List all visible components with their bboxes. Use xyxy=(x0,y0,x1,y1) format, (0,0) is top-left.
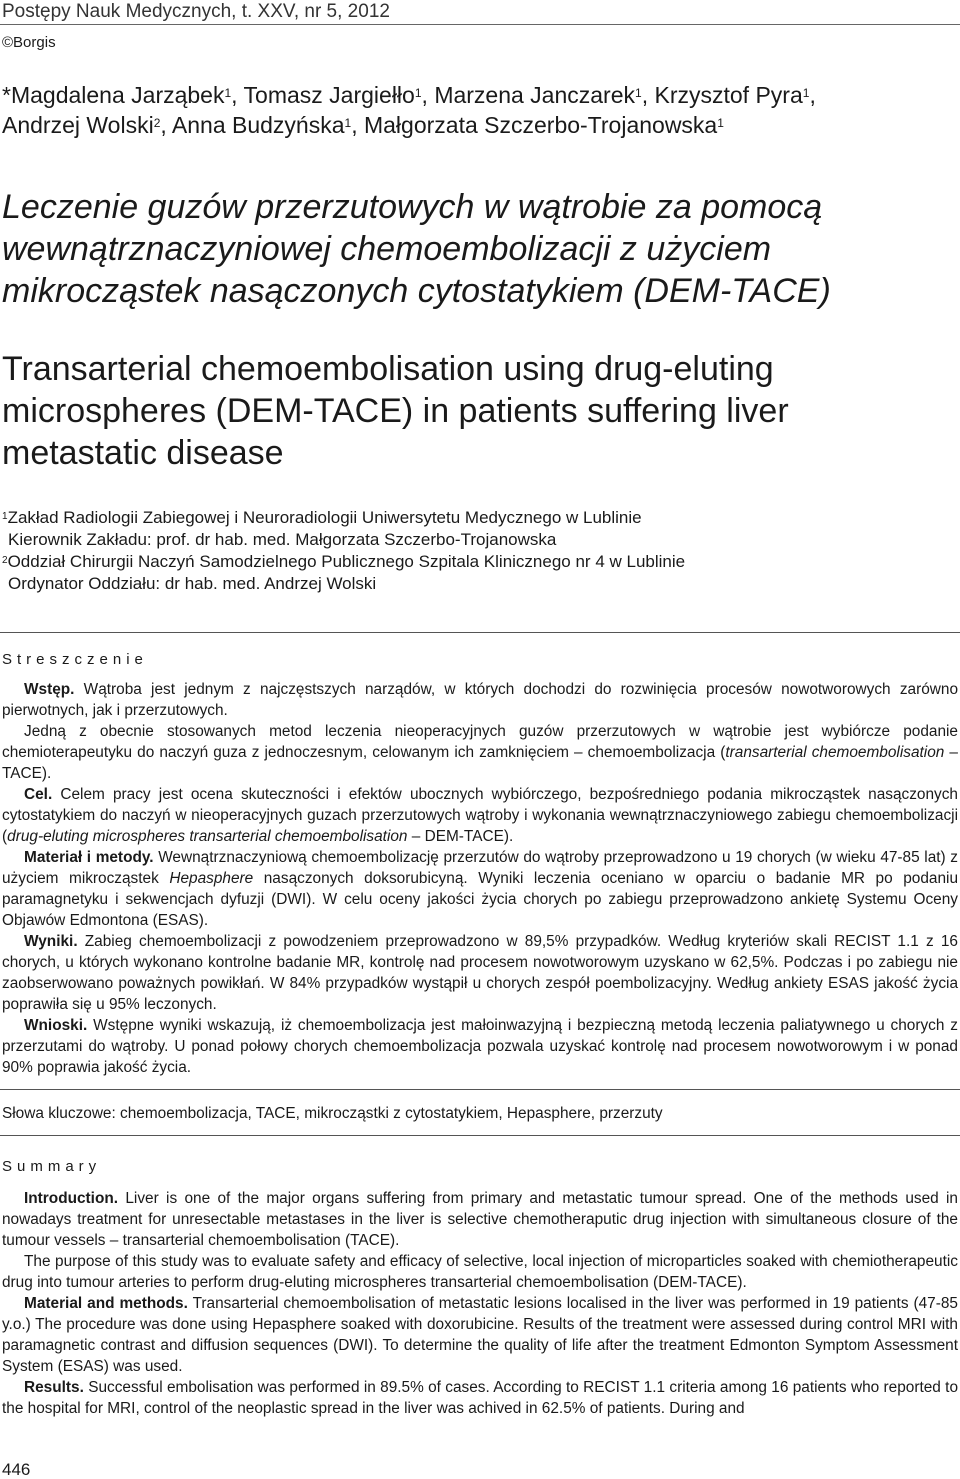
section-divider xyxy=(0,1135,960,1136)
paragraph-text: – DEM-TACE). xyxy=(407,828,514,845)
abstract-paragraph xyxy=(2,679,958,721)
paragraph-text: Transarterial chemoembolisation of metastatic lesions localised in the liver was performed in 19 patients (47-85 y.o.) The procedure was done using Hepasphere soaked with doxorubicine. Results of the treatment were assessed during control MRI with paramagnetic contrast and diffusion sequences (DWI). To determine the quality of life after the treatment Edmonton Symptom Assessment System (ESAS) was used. xyxy=(2,1295,958,1375)
abstract-paragraph xyxy=(2,721,958,784)
author-name: Marzena Janczarek xyxy=(434,82,636,108)
author-line-2: Andrzej Wolski$^2$, Anna Budzyńska$^1$, Małgorzata Szczerbo-Trojanowska$^1$ xyxy=(2,112,724,138)
abstract-english xyxy=(2,1188,958,1419)
author-name: *Magdalena Jarząbek xyxy=(2,82,225,108)
title-polish-line: wewnątrznaczyniowej chemoembolizacji z użyciem xyxy=(2,230,772,268)
paragraph-label: Results. xyxy=(24,1379,84,1396)
abstract-polish xyxy=(2,679,958,1078)
author-affil-sup: 2 xyxy=(153,116,161,130)
abstract-paragraph xyxy=(2,1188,958,1251)
keywords: Słowa kluczowe: chemoembolizacja, TACE, mikrocząstki z cytostatykiem, Hepasphere, przerzuty xyxy=(2,1105,663,1122)
affiliations xyxy=(2,507,952,595)
author-name: Małgorzata Szczerbo-Trojanowska xyxy=(363,112,718,138)
section-divider xyxy=(0,1089,960,1090)
abstract-paragraph xyxy=(2,847,958,931)
paragraph-label: Wnioski. xyxy=(24,1017,88,1034)
paragraph-text: Celem pracy jest ocena skuteczności i efektów ubocznych wybiórczego, bezpośredniego podania mikrocząstek nasączonych cytostatykiem do naczyń w nieoperacyjnych guzach przerzutowych wątroby i wykonania wewnątrznaczyniowego zabiegu chemoembolizacji ( xyxy=(2,786,958,845)
abstract-paragraph xyxy=(2,784,958,847)
paragraph-text: Zabieg chemoembolizacji z powodzeniem przeprowadzono w 89,5% przypadków. Według kryteriów skali RECIST 1.1 z 16 chorych, u których wykonano kontrolne badanie MR, kontrolę nad procesem nowotworowym uzyskano w 62,5%. Podczas i po zabiegu nie zaobserwowano poważnych powikłań. W 84% przypadków wystąpił u chorych zespół poembolizacyjny. Według ankiety ESAS jakość życia poprawiła się u 95% leczonych. xyxy=(2,933,958,1013)
paragraph-text: nasączonych doksorubicyną. Wyniki leczenia oceniano w oparciu o badanie MR po podaniu paramagnetyku i sekwencjach dyfuzji (DWI). W celu oceny jakości życia chorych po zabiegu przeprowadzono ankietę Systemu Oceny Objawów Edmontona (ESAS). xyxy=(2,870,959,929)
section-divider xyxy=(0,632,960,633)
paragraph-italic: drug-eluting microspheres transarterial chemoembolisation xyxy=(7,828,408,845)
title-polish-line: mikrocząstek nasączonych cytostatykiem (DEM-TACE) xyxy=(2,272,831,310)
paragraph-label: Material and methods. xyxy=(24,1295,188,1312)
paragraph-label: Materiał i metody. xyxy=(24,849,154,866)
streszczenie-heading: Streszczenie xyxy=(2,651,148,668)
paragraph-text: Wstępne wyniki wskazują, iż chemoembolizacja jest małoinwazyjną i bezpieczną metodą leczenia paliatywnego u chorych z przerzutami do wątroby. U ponad połowy chorych chemoembolizacja pozwala uzyskać kontrolę nad procesem nowotworowym i w ponad 90% poprawia jakość życia. xyxy=(2,1017,958,1076)
copyright-notice: ©Borgis xyxy=(2,34,56,51)
paragraph-label: Wstęp. xyxy=(24,681,75,698)
abstract-paragraph xyxy=(2,1377,958,1419)
author-affil-sup: 1 xyxy=(414,86,422,100)
journal-header: Postępy Nauk Medycznych, t. XXV, nr 5, 2012 xyxy=(2,1,390,22)
affiliation-text: Oddział Chirurgii Naczyń Samodzielnego Publicznego Szpitala Klinicznego nr 4 w Lublinie xyxy=(7,552,686,571)
paragraph-text: Wewnątrznaczyniową chemoembolizację przerzutów do wątroby przeprowadzono u 19 chorych (w wieku 47-85 lat) z użyciem mikrocząstek xyxy=(2,849,959,887)
title-english-line: Transarterial chemoembolisation using drug-eluting xyxy=(2,350,774,388)
affiliation-2-head: Ordynator Oddziału: dr hab. med. Andrzej Wolski xyxy=(8,574,377,593)
author-list xyxy=(2,80,952,140)
affiliation-text: Zakład Radiologii Zabiegowej i Neuroradiologii Uniwersytetu Medycznego w Lublinie xyxy=(7,508,642,527)
abstract-paragraph xyxy=(2,931,958,1015)
paragraph-label: Introduction. xyxy=(24,1190,119,1207)
author-affil-sup: 1 xyxy=(717,116,724,130)
abstract-paragraph: The purpose of this study was to evaluate safety and efficacy of selective, local injection of microparticles soaked with chemiotherapeutic drug into tumour arteries to perform drug-eluting microspheres transarterial chemoembolisation (DEM-TACE). xyxy=(2,1253,958,1291)
affiliation-1 xyxy=(2,507,952,529)
author-name: Tomasz Jargiełło xyxy=(243,82,415,108)
author-name: Andrzej Wolski xyxy=(2,112,154,138)
title-polish-line: Leczenie guzów przerzutowych w wątrobie za pomocą xyxy=(2,188,823,226)
paragraph-italic: transarterial chemoembolisation xyxy=(725,744,945,761)
header-divider xyxy=(0,24,960,25)
affil-sup: 1 xyxy=(2,511,8,522)
paragraph-label: Wyniki. xyxy=(24,933,78,950)
paragraph-text: Wątroba jest jednym z najczęstszych narządów, w których dochodzi do rozwinięcia procesów nowotworowych zarówno pierwotnych, jak i przerzutowych. xyxy=(2,681,958,719)
author-affil-sup: 1 xyxy=(802,86,810,100)
affiliation-1-head: Kierownik Zakładu: prof. dr hab. med. Małgorzata Szczerbo-Trojanowska xyxy=(8,530,557,549)
affiliation-2 xyxy=(2,551,952,573)
title-polish xyxy=(2,186,952,312)
author-affil-sup: 1 xyxy=(344,116,352,130)
title-english-line: microspheres (DEM-TACE) in patients suffering liver xyxy=(2,392,789,430)
author-affil-sup: 1 xyxy=(224,86,232,100)
author-affil-sup: 1 xyxy=(635,86,642,100)
paragraph-text: Liver is one of the major organs suffering from primary and metastatic tumour spread. One of the methods used in nowadays treatment for unresectable metastases in the liver is selective chemotheraputic drug injection with simultaneous closure of the tumour vessels – transarterial chemoembolisation (TACE). xyxy=(2,1190,958,1249)
author-name: Anna Budzyńska xyxy=(171,112,345,138)
paragraph-text: Successful embolisation was performed in 89.5% of cases. According to RECIST 1.1 criteria among 16 patients who reported to the hospital for MRI, control of the neoplastic spread in the liver was achived in 62.5% of patients. During and xyxy=(2,1379,958,1417)
title-english xyxy=(2,348,952,474)
author-line-1: *Magdalena Jarząbek$^1$, Tomasz Jargiełło$^1$, Marzena Janczarek$^1$, Krzysztof Pyra$^1$, xyxy=(2,82,816,108)
abstract-paragraph xyxy=(2,1293,958,1377)
paragraph-text: – TACE). xyxy=(2,744,958,782)
author-name: Krzysztof Pyra xyxy=(654,82,803,108)
title-english-line: metastatic disease xyxy=(2,434,284,472)
affil-sup: 2 xyxy=(2,555,8,566)
page-number: 446 xyxy=(2,1460,31,1479)
paragraph-label: Cel. xyxy=(24,786,53,803)
paragraph-italic: Hepasphere xyxy=(169,870,254,887)
abstract-paragraph xyxy=(2,1015,958,1078)
summary-heading: Summary xyxy=(2,1158,102,1175)
paragraph-text: Jedną z obecnie stosowanych metod leczenia nieoperacyjnych guzów przerzutowych w wątrobie jest wybiórcze podanie chemioterapeutyku do naczyń guza z jednoczesnym, celowanym ich zamknięciem – chemoembolizacja ( xyxy=(2,723,958,761)
